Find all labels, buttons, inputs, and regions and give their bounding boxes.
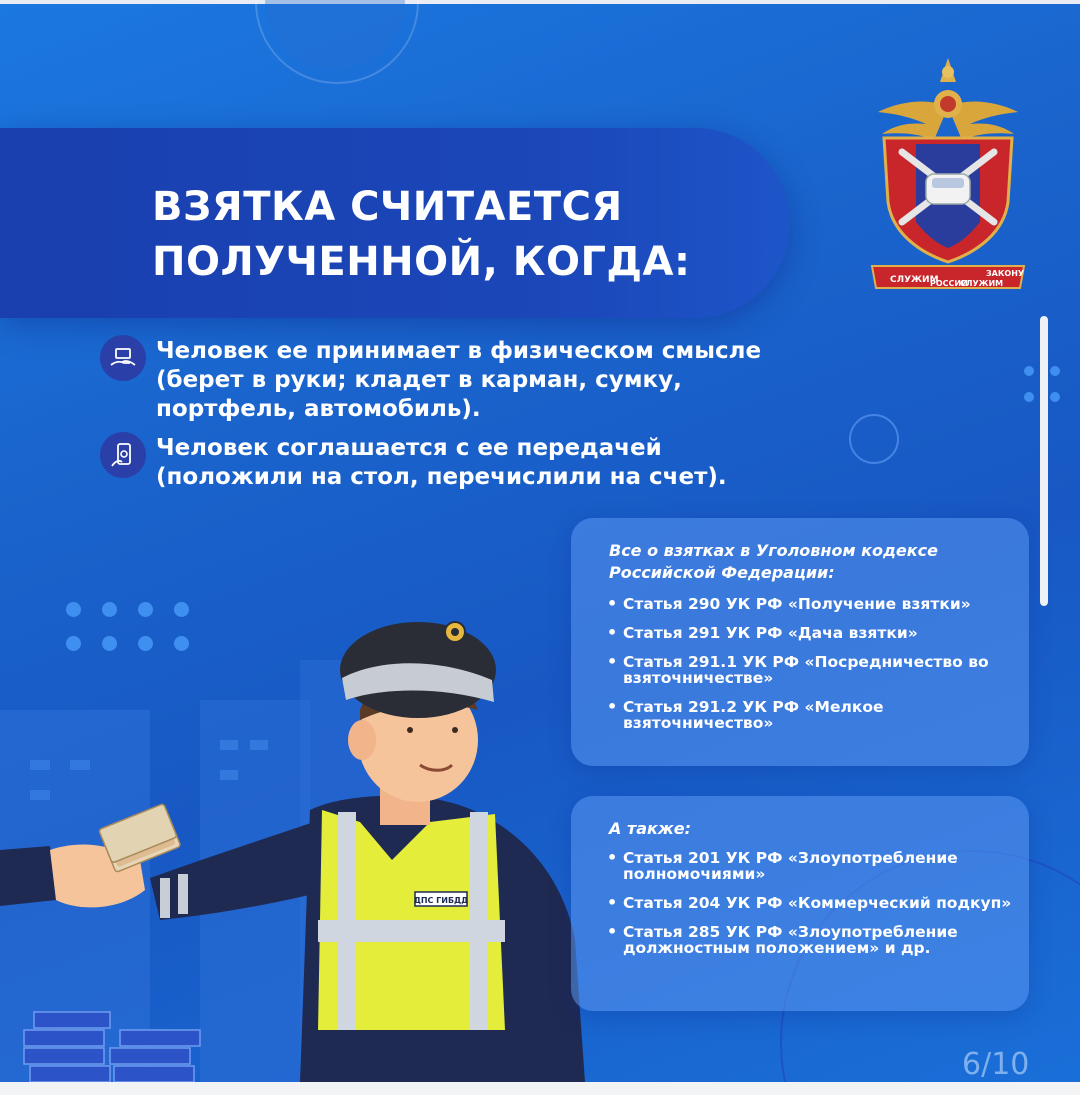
- top-strip: [0, 0, 1080, 4]
- ribbon-text-left: СЛУЖИМ: [890, 275, 939, 285]
- list-item: • Статья 204 УК РФ «Коммерческий подкуп»: [607, 895, 1017, 911]
- card2-list: [607, 850, 1017, 969]
- title-line-1: ВЗЯТКА СЧИТАЕТСЯ: [152, 184, 623, 230]
- hands-money-icon: [100, 335, 146, 381]
- page-title: [152, 180, 772, 290]
- list-item: • Статья 290 УК РФ «Получение взятки»: [607, 596, 1017, 612]
- ribbon-text-mid2: СЛУЖИМ: [960, 279, 1004, 288]
- bullet-text-2: Человек соглашается с ее передачей (положили на стол, перечислили на счет).: [156, 435, 727, 490]
- officer-illustration: [0, 560, 600, 1082]
- bottom-strip: [0, 1082, 1080, 1095]
- list-item: • Статья 201 УК РФ «Злоупотребление полномочиями»: [607, 850, 1017, 882]
- decor-ring: [255, 0, 419, 84]
- list-item: • Статья 291.1 УК РФ «Посредничество во взяточничестве»: [607, 654, 1017, 686]
- ribbon-text-mid: РОССИИ: [930, 279, 968, 288]
- bullet-item-1: [100, 335, 800, 435]
- decor-ring-right: [849, 414, 899, 464]
- criminal-code-card: [571, 518, 1029, 766]
- title-line-2: ПОЛУЧЕННОЙ, КОГДА:: [152, 239, 691, 285]
- vest-badge-text: ДПС ГИБДД: [413, 896, 469, 905]
- bullet-text-1: Человек ее принимает в физическом смысле (берет в руки; кладет в карман, сумку, портфель, автомобиль).: [156, 338, 762, 422]
- phone-transfer-icon: [100, 432, 146, 478]
- also-articles-card: [571, 796, 1029, 1011]
- card2-heading: А также:: [609, 819, 692, 838]
- police-emblem: [868, 52, 1028, 297]
- ribbon-text-right: ЗАКОНУ: [986, 269, 1025, 278]
- page-indicator: 6/10: [962, 1047, 1030, 1082]
- bullet-item-2: [100, 432, 800, 502]
- scrollbar[interactable]: [1040, 316, 1048, 606]
- list-item: • Статья 285 УК РФ «Злоупотребление должностным положением» и др.: [607, 924, 1017, 956]
- list-item: • Статья 291.2 УК РФ «Мелкое взяточничество»: [607, 699, 1017, 731]
- card1-list: [607, 596, 1017, 744]
- list-item: • Статья 291 УК РФ «Дача взятки»: [607, 625, 1017, 641]
- card1-heading: Все о взятках в Уголовном кодексе Российской Федерации:: [609, 541, 938, 582]
